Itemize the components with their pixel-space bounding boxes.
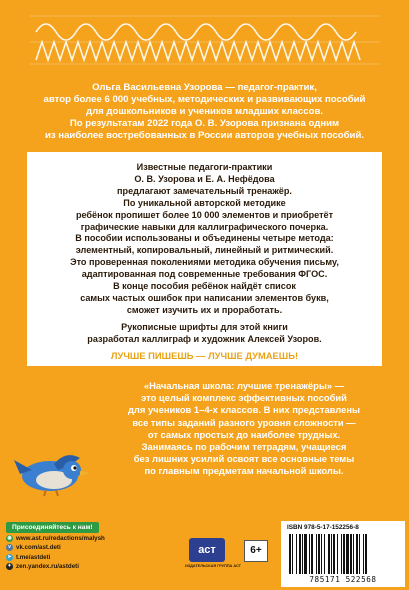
description-card <box>27 152 382 366</box>
barcode-bar <box>333 534 335 574</box>
social-link-text: www.ast.ru/redactions/malysh <box>16 535 105 542</box>
author-line: для дошкольников и учеников младших классов. <box>85 106 324 117</box>
social-link-text: zen.yandex.ru/astdeti <box>16 562 79 570</box>
barcode-bar <box>321 534 322 574</box>
author-bio <box>12 82 397 142</box>
description-line: В конце пособия ребёнок найдёт список <box>113 281 296 292</box>
social-link-vk[interactable] <box>6 543 105 552</box>
barcode-bar <box>302 534 303 574</box>
barcode-bar <box>296 534 297 574</box>
barcode-bar <box>289 534 291 574</box>
barcode-bar <box>359 534 360 574</box>
social-link-text: vk.com/ast.deti <box>16 544 61 552</box>
barcode-bar <box>324 534 325 574</box>
barcode-bar <box>299 534 301 574</box>
author-line: из наиболее востребованных в России авторов учебных пособий. <box>44 130 365 141</box>
isbn-panel <box>281 521 405 587</box>
author-line: Ольга Васильевна Узорова — педагог-практик, <box>92 82 317 93</box>
barcode-bar <box>363 534 364 574</box>
series-line: по главным предметам начальной школы. <box>144 465 344 477</box>
age-rating-badge: 6+ <box>244 540 268 562</box>
barcode-bar <box>331 534 332 574</box>
series-description <box>88 380 400 478</box>
social-link-text: t.me/astdeti <box>16 553 51 561</box>
font-credit <box>27 322 382 346</box>
author-line: автор более 6 000 учебных, методических и развивающих пособий <box>43 94 366 105</box>
telegram-icon: ➤ <box>7 553 12 560</box>
barcode <box>287 534 399 574</box>
font-credit-line: разработал каллиграф и художник Алексей Узоров. <box>87 333 322 344</box>
series-line: «Начальная школа: лучшие тренажёры» — <box>143 380 345 391</box>
social-link-telegram[interactable] <box>6 553 105 562</box>
description-line: самых частых ошибок при написании элементов букв, <box>80 292 329 303</box>
barcode-bar <box>337 534 338 574</box>
publisher-logo-mark: аст <box>189 538 225 562</box>
description-line: предлагают замечательный тренажёр. <box>117 185 292 196</box>
description-line: сможет изучить их и проработать. <box>126 304 283 315</box>
barcode-bar <box>304 534 307 574</box>
author-line: По результатам 2022 года О. В. Узорова признана одним <box>69 118 340 129</box>
barcode-bar <box>356 534 358 574</box>
join-us-badge: Присоединяйтесь к нам! <box>6 522 99 533</box>
barcode-bar <box>346 534 349 574</box>
back-cover-footer <box>0 520 409 590</box>
barcode-bar <box>316 534 317 574</box>
zen-icon: ✦ <box>7 563 12 570</box>
social-link-zen[interactable] <box>6 562 105 571</box>
series-line: от самых простых до наиболее трудных. <box>147 428 341 440</box>
description-line: О. В. Узорова и Е. А. Нефёдова <box>134 173 275 184</box>
social-links <box>6 534 105 571</box>
series-line: без лишних усилий освоят все основные темы <box>133 453 355 465</box>
description-line: В пособии использованы и объединены четыре метода: <box>75 233 334 244</box>
description-line: элементный, копировальный, линейный и ритмический. <box>75 245 334 256</box>
description-line: Известные педагоги-практики <box>136 162 273 172</box>
publisher-logo-caption: ИЗДАТЕЛЬСКАЯ ГРУППА АСТ <box>185 564 241 568</box>
description-line: По уникальной авторской методике <box>123 197 286 208</box>
isbn-number: ISBN 978-5-17-152256-8 <box>287 524 359 531</box>
barcode-bar <box>309 534 310 574</box>
barcode-bar <box>292 534 293 574</box>
barcode-digits: 785171 522568 <box>309 575 377 584</box>
social-link-website[interactable] <box>6 534 105 543</box>
description-line: адаптированная под современные требования ФГОС. <box>81 269 328 280</box>
barcode-bar <box>341 534 342 574</box>
barcode-bar <box>365 534 367 574</box>
description-text <box>27 162 382 317</box>
description-line: графические навыки для каллиграфического почерка. <box>80 221 329 232</box>
description-line: ребёнок пропишет более 10 000 элементов и приобретёт <box>75 209 334 220</box>
barcode-bar <box>343 534 345 574</box>
bird-illustration <box>10 440 92 500</box>
slogan: ЛУЧШЕ ПИШЕШЬ — ЛУЧШЕ ДУМАЕШЬ! <box>110 350 299 361</box>
handwriting-practice-lines <box>30 6 380 68</box>
series-line: для учеников 1–4-х классов. В них представлены <box>127 404 361 416</box>
barcode-bar <box>350 534 352 574</box>
series-line: это целый комплекс эффективных пособий <box>141 392 347 404</box>
description-line: Это проверенная поколениями методика обучения письму, <box>70 257 339 268</box>
series-line: все типы заданий разного уровня сложности — <box>132 416 356 428</box>
series-line: Занимаясь по рабочим тетрадям, учащиеся <box>141 441 347 453</box>
font-credit-line: Рукописные шрифты для этой книги <box>121 322 288 332</box>
barcode-bar <box>311 534 313 574</box>
barcode-bar <box>328 534 330 574</box>
publisher-logo <box>185 538 241 578</box>
vk-icon: v <box>6 544 13 551</box>
barcode-bar <box>353 534 354 574</box>
globe-icon: ◉ <box>7 535 12 542</box>
barcode-bar <box>318 534 320 574</box>
